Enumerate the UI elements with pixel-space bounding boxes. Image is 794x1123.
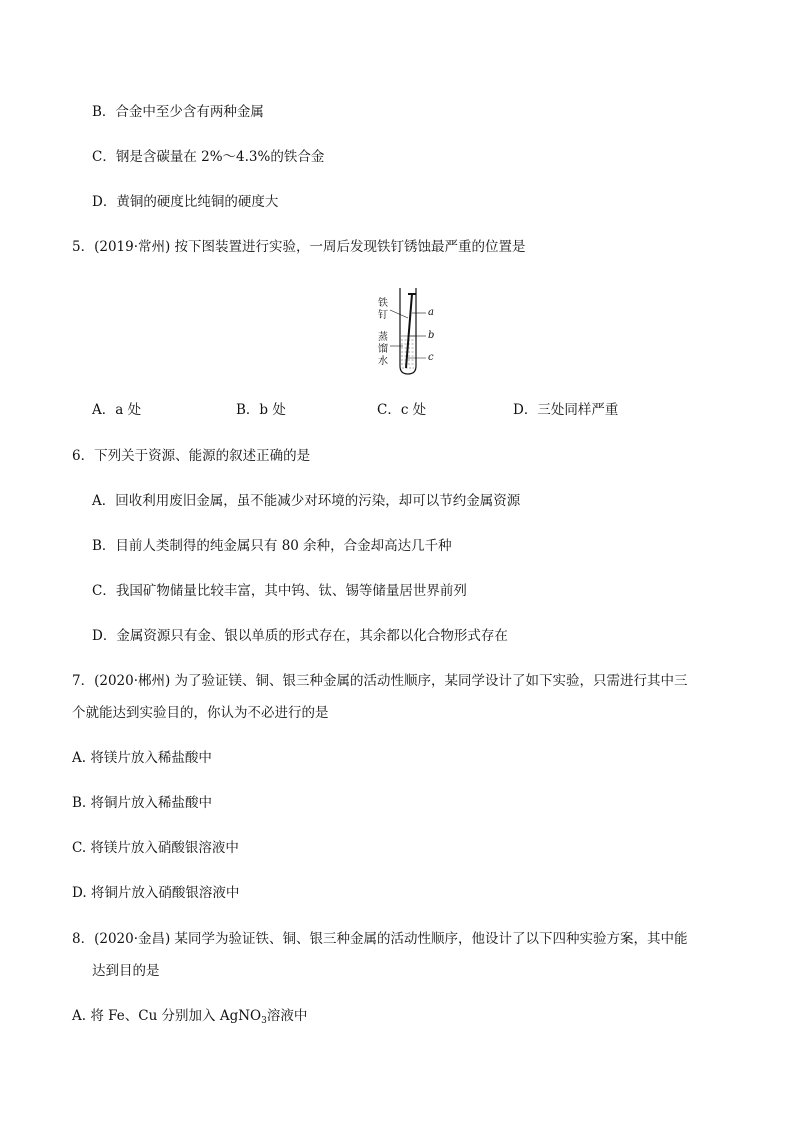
q7-option-d: D. 将铜片放入硝酸银溶液中 (72, 885, 240, 901)
q6-option-a: A．回收利用废旧金属，虽不能减少对环境的污染，却可以节约金属资源 (92, 493, 521, 509)
q8-option-a-subscript: 3 (261, 1016, 267, 1026)
q8-stem-line2: 达到目的是 (92, 963, 160, 979)
label-water-2: 馏 (378, 344, 388, 355)
q5-option-c: C．c 处 (377, 402, 427, 418)
label-water-3: 水 (378, 356, 388, 367)
label-nail-1: 铁 (378, 298, 388, 309)
q7-option-c: C. 将镁片放入硝酸银溶液中 (72, 840, 239, 856)
q4-option-c: C．钢是含碳量在 2%～4.3%的铁合金 (92, 149, 325, 165)
q5-stem: 5．(2019·常州) 按下图装置进行实验，一周后发现铁钉锈蚀最严重的位置是 (72, 239, 526, 255)
mark-a: a (428, 307, 434, 318)
q8-option-a-prefix: A. 将 Fe、Cu 分别加入 AgNO (72, 1008, 262, 1024)
q4-option-b: B．合金中至少含有两种金属 (92, 104, 264, 120)
q6-option-b: B．目前人类制得的纯金属只有 80 余种，合金却高达几千种 (92, 538, 452, 554)
test-tube-figure (370, 282, 440, 378)
q8-option-a (72, 1006, 307, 1026)
q6-option-c: C．我国矿物储量比较丰富，其中钨、钛、锡等储量居世界前列 (92, 583, 467, 599)
label-nail-2: 钉 (378, 310, 388, 321)
mark-c: c (428, 352, 434, 363)
q8-stem-line1: 8．(2020·金昌) 某同学为验证铁、铜、银三种金属的活动性顺序，他设计了以下四种实验方案，其中能 (72, 931, 688, 947)
q7-stem-line2: 个就能达到实验目的，你认为不必进行的是 (72, 705, 329, 721)
q8-option-a-suffix: 溶液中 (266, 1008, 308, 1024)
q4-option-d: D．黄铜的硬度比纯铜的硬度大 (92, 194, 279, 210)
label-water-1: 蒸 (378, 332, 388, 343)
q5-option-b: B．b 处 (236, 402, 286, 418)
q7-stem-line1: 7．(2020·郴州) 为了验证镁、铜、银三种金属的活动性顺序，某同学设计了如下实验，只需进行其中三 (72, 673, 688, 689)
q5-option-a: A．a 处 (92, 402, 142, 418)
q6-option-d: D．金属资源只有金、银以单质的形式存在，其余都以化合物形式存在 (92, 628, 508, 644)
mark-b: b (428, 330, 435, 341)
q7-option-a: A. 将镁片放入稀盐酸中 (72, 750, 212, 766)
q6-stem: 6．下列关于资源、能源的叙述正确的是 (72, 448, 311, 464)
q5-option-d: D．三处同样严重 (513, 402, 619, 418)
q7-option-b: B. 将铜片放入稀盐酸中 (72, 795, 213, 811)
